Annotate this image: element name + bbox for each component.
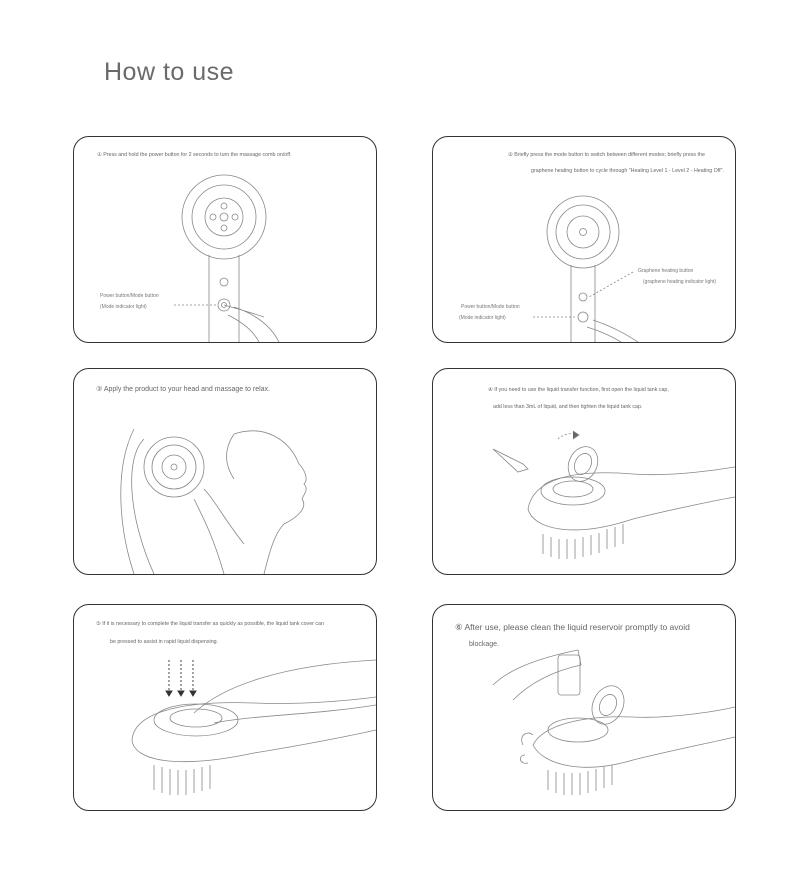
step-3-text: ③ Apply the product to your head and massage to relax.: [96, 386, 270, 393]
mode-indicator-label: (Mode indicator light): [100, 304, 147, 310]
graphene-indicator-label: (graphene heating indicator light): [643, 279, 717, 285]
step-1-illustration: [74, 137, 376, 342]
step-4-illustration: [433, 369, 735, 574]
power-button-label: Power button/Mode button: [100, 293, 159, 299]
step-2-text-line-2: graphene heating button to cycle through "Heating Level 1 - Level 2 - Heating Off".: [531, 168, 725, 174]
graphene-button-label: Graphene heating button: [638, 268, 694, 274]
step-3-illustration: [74, 369, 376, 574]
step-4-text-line-1: ④ If you need to use the liquid transfer function, first open the liquid tank cap,: [488, 387, 669, 393]
mode-indicator-label: (Mode indicator light): [459, 315, 506, 321]
step-6-illustration: [433, 605, 735, 810]
step-4-text-line-2: add less than 3mL of liquid, and then tighten the liquid tank cap.: [493, 404, 643, 410]
step-4-card: [432, 368, 736, 575]
step-5-card: [73, 604, 377, 811]
step-6-text-line-2: blockage.: [469, 641, 499, 648]
step-5-text-line-2: be pressed to assist in rapid liquid dispensing.: [110, 639, 219, 645]
step-2-text-line-1: ② Briefly press the mode button to switch between different modes; briefly press the: [508, 152, 705, 158]
page-title: How to use: [104, 58, 235, 86]
step-3-card: [73, 368, 377, 575]
step-2-card: [432, 136, 736, 343]
power-button-label: Power button/Mode button: [461, 304, 520, 310]
step-6-card: [432, 604, 736, 811]
step-5-text-line-1: ⑤ If it is necessary to complete the liquid transfer as quickly as possible, the liquid tank cover can: [96, 621, 324, 627]
step-5-illustration: [74, 605, 376, 810]
step-6-text-line-1: ⑥ After use, please clean the liquid reservoir promptly to avoid: [455, 622, 690, 632]
step-1-card: [73, 136, 377, 343]
step-1-text: ① Press and hold the power button for 2 seconds to turn the massage comb on/off.: [97, 152, 292, 158]
